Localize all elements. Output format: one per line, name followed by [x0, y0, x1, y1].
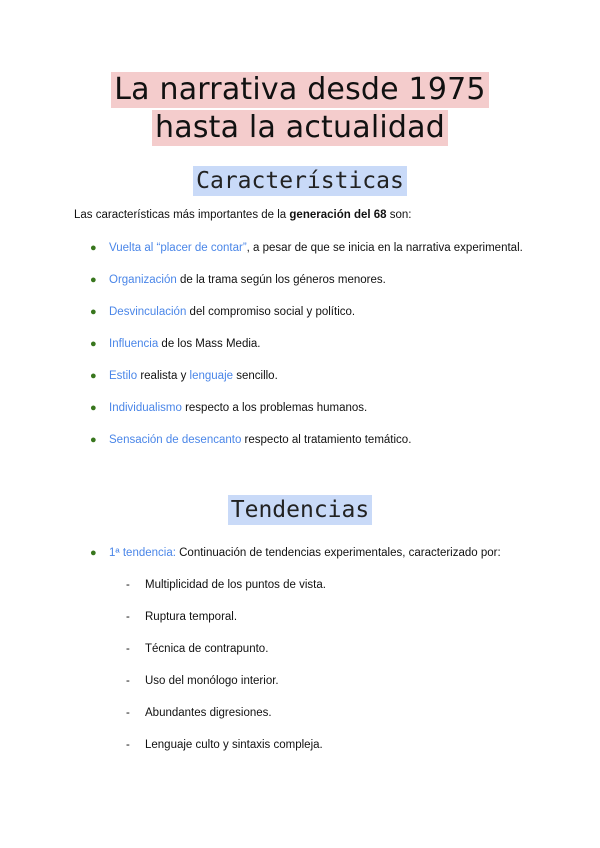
title-line-1: La narrativa desde 1975 — [111, 72, 488, 108]
list-item — [90, 368, 530, 384]
tendencias-list — [90, 545, 530, 561]
item-highlight: Vuelta al “placer de contar” — [109, 242, 247, 254]
caracteristicas-list — [90, 240, 530, 464]
heading-tendencias — [0, 495, 600, 525]
bullet-icon: ● — [90, 434, 97, 446]
heading-tendencias-text: Tendencias — [228, 495, 372, 525]
item-text: Continuación de tendencias experimentales, caracterizado por: — [175, 547, 501, 559]
item-highlight: Individualismo — [109, 402, 182, 414]
item-highlight: Desvinculación — [109, 306, 187, 318]
item-highlight: 1ª tendencia: — [109, 547, 176, 559]
list-item — [90, 304, 530, 320]
intro-post: son: — [386, 209, 412, 221]
item-highlight: Organización — [109, 274, 177, 286]
bullet-icon: ● — [90, 338, 97, 350]
item-highlight-2: lenguaje — [189, 370, 234, 382]
sublist-item — [126, 641, 526, 657]
list-item — [90, 545, 530, 561]
tendencia-sublist — [126, 577, 526, 769]
sublist-text: Ruptura temporal. — [145, 611, 238, 623]
dash-icon: - — [126, 643, 130, 655]
bullet-icon: ● — [90, 370, 97, 382]
intro-paragraph — [74, 208, 544, 223]
dash-icon: - — [126, 675, 130, 687]
list-item — [90, 400, 530, 416]
sublist-text: Multiplicidad de los puntos de vista. — [145, 579, 326, 591]
intro-bold: generación del 68 — [289, 209, 387, 221]
item-highlight: Estilo — [109, 370, 138, 382]
dash-icon: - — [126, 707, 130, 719]
sublist-item — [126, 705, 526, 721]
heading-caracteristicas-text: Características — [193, 166, 407, 196]
item-highlight: Influencia — [109, 338, 159, 350]
item-text: respecto al tratamiento temático. — [241, 434, 412, 446]
bullet-icon: ● — [90, 547, 97, 559]
item-text-b: sencillo. — [233, 370, 278, 382]
sublist-text: Técnica de contrapunto. — [145, 643, 269, 655]
item-text-a: realista y — [137, 370, 190, 382]
intro-pre: Las características más importantes de la — [74, 209, 290, 221]
sublist-item — [126, 673, 526, 689]
item-text: de los Mass Media. — [158, 338, 261, 350]
bullet-icon: ● — [90, 274, 97, 286]
bullet-icon: ● — [90, 306, 97, 318]
item-text: de la trama según los géneros menores. — [176, 274, 386, 286]
list-item — [90, 240, 530, 256]
dash-icon: - — [126, 579, 130, 591]
sublist-text: Lenguaje culto y sintaxis compleja. — [145, 739, 323, 751]
document-title — [0, 72, 600, 148]
list-item — [90, 432, 530, 448]
title-line-2: hasta la actualidad — [152, 110, 448, 146]
item-text: del compromiso social y político. — [186, 306, 356, 318]
heading-caracteristicas — [0, 166, 600, 196]
item-text: , a pesar de que se inicia en la narrativa experimental. — [246, 242, 523, 254]
bullet-icon: ● — [90, 242, 97, 254]
bullet-icon: ● — [90, 402, 97, 414]
list-item — [90, 272, 530, 288]
sublist-item — [126, 609, 526, 625]
item-text: respecto a los problemas humanos. — [181, 402, 368, 414]
sublist-text: Uso del monólogo interior. — [145, 675, 279, 687]
item-highlight: Sensación de desencanto — [109, 434, 242, 446]
dash-icon: - — [126, 739, 130, 751]
sublist-item — [126, 577, 526, 593]
dash-icon: - — [126, 611, 130, 623]
list-item — [90, 336, 530, 352]
sublist-item — [126, 737, 526, 753]
sublist-text: Abundantes digresiones. — [145, 707, 272, 719]
